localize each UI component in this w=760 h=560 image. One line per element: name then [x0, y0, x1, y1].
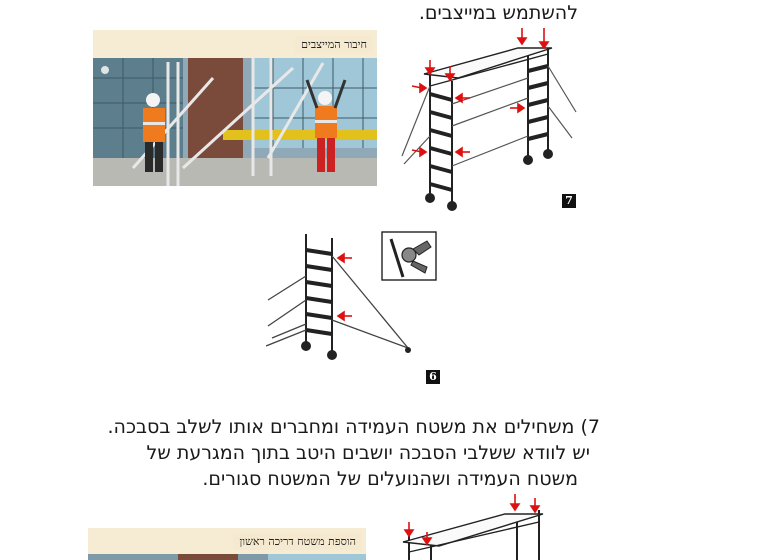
photo-caption-2: הוספת משטח דריכה ראשון	[233, 533, 362, 550]
figure-number-7: 7	[562, 194, 576, 208]
photo-image	[93, 58, 377, 186]
step-7-line-3: משטח העמידה ושהנועלים של המשטח סגורים.	[202, 468, 578, 490]
photo-image-2	[88, 554, 366, 560]
scaffold-diagram-7	[400, 26, 580, 212]
photo-caption: חיבור המייצבים	[295, 36, 373, 53]
step-7-line-2: יש לוודא ששלבי הסבכה יושבים היטב בתוך המגרעת של	[146, 442, 590, 464]
scaffold-diagram-8-partial	[395, 492, 555, 560]
figure-number-6: 6	[426, 370, 440, 384]
photo-first-platform	[88, 528, 366, 560]
photo-stabilizer-connection	[93, 30, 377, 186]
scaffold-diagram-6	[266, 230, 422, 360]
section-heading-stabilizers: להשתמש במייצבים.	[418, 2, 578, 24]
step-7-line-1: 7) משחילים את משטח העמידה ומחברים אותו לשלב בסבכה.	[107, 416, 600, 438]
